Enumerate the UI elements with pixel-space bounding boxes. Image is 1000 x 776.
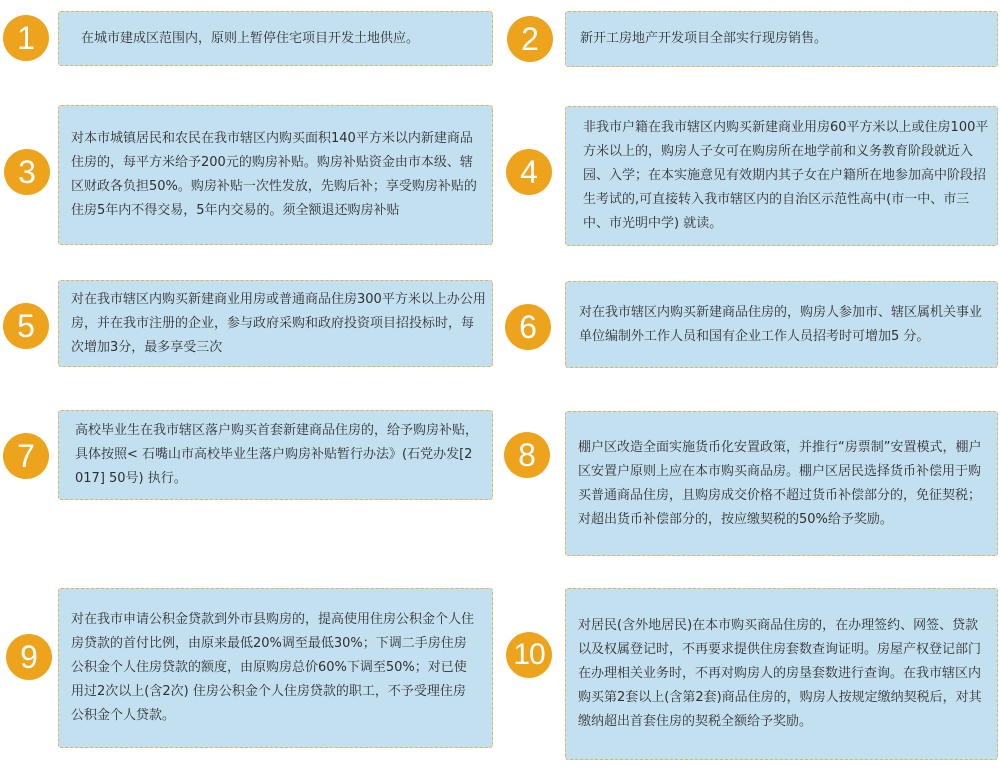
policy-text-8: 棚户区改造全面实施货币化安置政策，并推行“房票制”安置模式，棚户区安置户原则上应在本市购买商品房。棚户区居民选择货币补偿用于购买普通商品住房，且购房成交价格不超过货币补偿部分的，免征契税；对超出货币补偿部分的，按应缴契税的50%给予奖励。 [578,439,982,527]
policy-text-3: 对本市城镇居民和农民在我市辖区内购买面积140平方米以内新建商品住房的，每平方米给予200元的购房补贴。购房补贴资金由市本级、辖区财政各负担50%。购房补贴一次性发放，先购后补；享受购房补贴的住房5年内不得交易，5年内交易的。须全额退还购房补贴 [71,131,477,218]
policy-card-2 [565,11,998,67]
policy-number-badge-9: 9 [6,634,52,680]
policy-text-1: 在城市建成区范围内，原则上暂停住宅项目开发土地供应。 [81,30,420,46]
policy-text-4: 非我市户籍在我市辖区内购买新建商业用房60平方米以上或住房100平方米以上的，购房人子女可在购房所在地学前和义务教育阶段就近入园、入学；在本实施意见有效期内其子女在户籍所在地参加高中阶段招生考试的,可直接转入我市辖区内的自治区示范性高中(市一中、市三中、市光明中学) 就读。 [583,120,989,231]
policy-card-1 [58,11,493,66]
policy-number-badge-5: 5 [3,303,49,349]
policy-card-6 [565,281,998,368]
policy-card-5 [58,280,493,367]
policy-text-7: 高校毕业生在我市辖区落户购买首套新建商品住房的，给予购房补贴，具体按照< 石嘴山市高校毕业生落户购房补贴暂行办法》(石党办发[2017] 50号) 执行。 [75,423,479,486]
policy-number-badge-8: 8 [504,432,550,478]
policy-text-2: 新开工房地产开发项目全部实行现房销售。 [580,31,828,46]
policy-text-5: 对在我市辖区内购买新建商业用房或普通商品住房300平方米以上办公用房，并在我市注册的企业，参与政府采购和政府投资项目招投标时，每次增加3分，最多享受三次 [71,291,486,355]
policy-number-badge-6: 6 [505,304,551,350]
policy-number-badge-4: 4 [506,149,552,195]
policy-text-6: 对在我市辖区内购买新建商品住房的，购房人参加市、辖区属机关事业单位编制外工作人员和国有企业工作人员招考时可增加5 分。 [579,304,983,344]
policy-text-9: 对在我市申请公积金贷款到外市县购房的，提高使用住房公积金个人住房贷款的首付比例，由原来最低20%调至最低30%；下调二手房住房公积金个人住房贷款的额度，由原购房总价60%下调至50%；对已使用过2次以上(含2次) 住房公积金个人住房贷款的职工，不予受理住房公积金个人贷款。 [71,612,475,723]
policy-number-badge-2: 2 [507,16,553,62]
policy-number-badge-7: 7 [3,433,49,479]
policy-card-8 [565,411,998,556]
policy-card-10 [565,588,998,760]
policy-card-4 [565,106,998,246]
policy-card-3 [58,105,493,245]
policy-card-9 [58,588,493,748]
policy-card-7 [58,410,493,500]
policy-text-10: 对居民(含外地居民)在本市购买商品住房的，在办理签约、网签、贷款以及权属登记时，不再要求提供住房套数查询证明。房屋产权登记部门在办理相关业务时，不再对购房人的房垦套数进行查询。在我市辖区内购买第2套以上(含第2套)商品住房的，购房人按规定缴纳契税后，对其缴纳超出首套住房的契税全额给予奖励。 [578,618,982,729]
policy-number-badge-1: 1 [3,15,49,61]
policy-number-badge-10: 10 [506,632,552,678]
policy-number-badge-3: 3 [4,149,50,195]
